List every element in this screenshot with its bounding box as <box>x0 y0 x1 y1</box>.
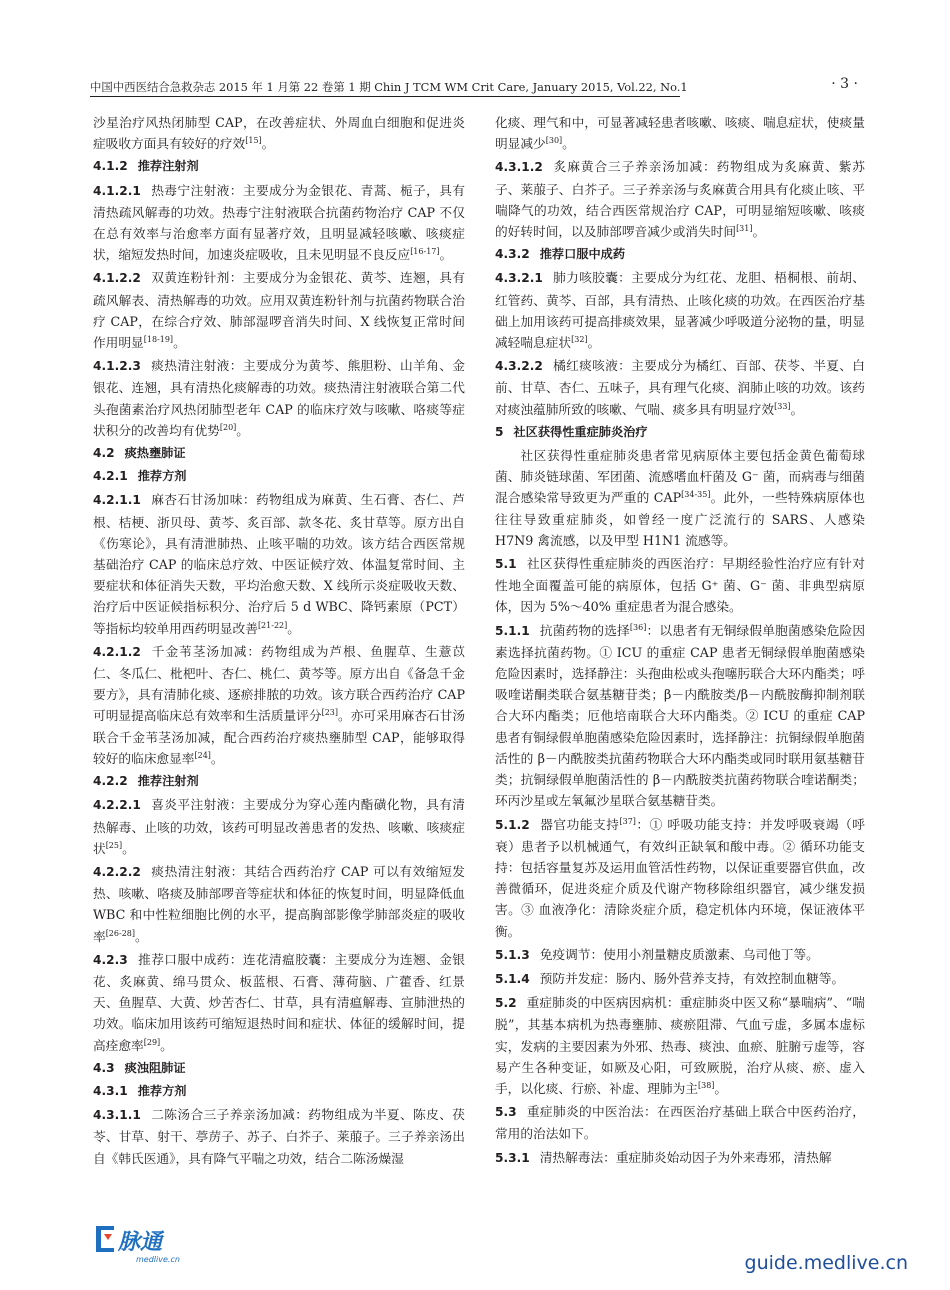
paragraph <box>495 620 865 812</box>
section-heading <box>93 771 465 792</box>
paragraph-text: 。 <box>135 928 148 944</box>
section-number: 4.1.2 <box>93 159 128 174</box>
paragraph-text: 器官功能支持 <box>539 816 620 832</box>
section-number: 4.2.2 <box>93 774 128 789</box>
citation-ref: [24] <box>194 750 211 760</box>
paragraph-text: 双黄连粉针剂：主要成分为金银花、黄芩、连翘，具有疏风解表、清热解毒的功效。应用双黄连粉针剂与抗菌药物联合治疗 CAP，在综合疗效、肺部湿啰音消失时间、X 线恢复正常时间作用明显 <box>93 270 465 351</box>
paragraph <box>93 489 465 638</box>
paragraph <box>93 355 465 441</box>
subsection-number: 5.1.1 <box>495 623 530 638</box>
paragraph-text: 。 <box>714 1080 728 1096</box>
paragraph <box>93 180 465 266</box>
subsection-number: 5.1.4 <box>495 971 530 986</box>
section-heading <box>495 422 865 443</box>
medlive-logo <box>92 1218 202 1266</box>
citation-ref: [21-22] <box>257 620 288 630</box>
paragraph-text: 抗菌药物的选择 <box>539 622 630 638</box>
paragraph-text: 重症肺炎的中医治法：在西医治疗基础上联合中医药治疗，常用的治法如下。 <box>495 1104 865 1142</box>
citation-ref: [31] <box>736 223 753 233</box>
section-heading <box>93 443 465 464</box>
paragraph <box>93 1104 465 1169</box>
citation-ref: [37] <box>619 816 636 826</box>
subsection-number: 4.3.1.1 <box>93 1108 141 1123</box>
citation-ref: [25] <box>105 840 123 850</box>
section-title: 推荐口服中成药 <box>539 247 626 262</box>
subsection-number: 4.1.2.1 <box>93 183 141 198</box>
paragraph-text: 。 <box>587 335 601 351</box>
paragraph <box>495 445 865 551</box>
paragraph <box>495 944 865 966</box>
subsection-number: 4.2.2.2 <box>93 864 141 879</box>
subsection-number: 5.1.3 <box>495 947 530 962</box>
paragraph-text: 。 <box>261 136 275 152</box>
citation-ref: [15] <box>245 135 262 145</box>
section-heading <box>93 1081 465 1102</box>
page-number: · 3 · <box>831 76 858 92</box>
right-column <box>495 112 865 1171</box>
paragraph-text: 沙星治疗风热闭肺型 CAP，在改善症状、外周血白细胞和促进炎症吸收方面具有较好的疗效 <box>93 115 465 152</box>
paragraph-text: 。 <box>236 422 249 438</box>
paragraph <box>495 267 865 353</box>
paragraph-text: 千金苇茎汤加减：药物组成为芦根、鱼腥草、生薏苡仁、冬瓜仁、枇杷叶、杏仁、桃仁、黄芩等。原方出自《备急千金要方》，具有清肺化痰、逐瘀排脓的功效。该方联合西药治疗 CAP 可明显提高临床总有效率和生活质量评分 <box>93 643 465 724</box>
paragraph-text: 重症肺炎的中医病因病机：重症肺炎中医又称“暴喘病”、“喘脱”，其基本病机为热毒壅肺、痰瘀阻滞、气血亏虚，多属本虚标实，发病的主要因素为外邪、热毒、痰浊、血瘀、脏腑亏虚等，容易产生各种变证，如厥及心阳，可致厥脱，治疗从痰、瘀、虚入手，以化痰、行瘀、补虚、理肺为主 <box>495 995 865 1096</box>
left-column <box>93 112 465 1171</box>
watermark-url: guide.medlive.cn <box>744 1252 908 1274</box>
paragraph <box>495 355 865 420</box>
paragraph-text: 。 <box>790 401 804 417</box>
section-heading <box>93 1058 465 1079</box>
subsection-number: 5.1 <box>495 557 517 572</box>
paragraph-text: 。此外，一些特殊病原体也往往导致重症肺炎，如曾经一度广泛流行的 SARS、人感染 H7N9 禽流感，以及甲型 H1N1 流感等。 <box>495 490 865 548</box>
section-heading <box>93 156 465 177</box>
citation-ref: [30] <box>545 135 563 145</box>
subsection-number: 4.1.2.3 <box>93 359 141 374</box>
section-title: 推荐注射剂 <box>137 159 199 174</box>
subsection-number: 4.2.2.1 <box>93 798 141 813</box>
paragraph <box>495 156 865 242</box>
paragraph-text: ：以患者有无铜绿假单胞菌感染危险因素选择抗菌药物。① ICU 的重症 CAP 患者无铜绿假单胞菌感染危险因素时，选择静注：头孢曲松或头孢噻肟联合大环内酯类；呼吸喹诺酮类联合氨基糖苷类；β－内酰胺类/β－内酰胺酶抑制剂联合大环内酯类；厄他培南联合大环内酯类。② ICU 的重症 CAP 患者有铜绿假单胞菌感染危险因素时，选择静注：抗铜绿假单胞菌活性的 β－内酰胺类抗菌药物联合大环内酯类或同时联用氨基糖苷类；抗铜绿假单胞菌活性的 β－内酰胺类抗菌药物联合喹诺酮类；环丙沙星或左氧氟沙星联合氨基糖苷类。 <box>495 622 866 809</box>
paragraph-text: 喜炎平注射液：主要成分为穿心莲内酯磺化物，具有清热解毒、止咳的功效，该药可明显改善患者的发热、咳嗽、咳痰症状 <box>93 797 465 856</box>
paragraph-text: 推荐口服中成药：连花清瘟胶囊：主要成分为连翘、金银花、炙麻黄、绵马贯众、板蓝根、石膏、薄荷脑、广藿香、红景天、鱼腥草、大黄、炒苦杏仁、甘草，具有清瘟解毒、宣肺泄热的功效。临床加用该药可缩短退热时间和症状、体征的缓解时间，提高痊愈率 <box>93 951 465 1053</box>
section-number: 4.3 <box>93 1060 115 1075</box>
paragraph-text: 。 <box>562 136 575 152</box>
subsection-number: 5.1.2 <box>495 817 530 832</box>
paragraph-text: 免疫调节：使用小剂量糖皮质激素、乌司他丁等。 <box>539 946 819 962</box>
section-title: 社区获得性重症肺炎治疗 <box>513 424 648 439</box>
citation-ref: [18-19] <box>143 334 174 344</box>
medlive-logo-icon <box>92 1218 202 1266</box>
section-number: 4.2.1 <box>93 469 128 484</box>
section-number: 4.2 <box>93 446 115 461</box>
paragraph <box>495 968 865 990</box>
paragraph <box>495 112 865 154</box>
citation-ref: [16-17] <box>410 246 440 256</box>
paragraph-text: 。 <box>439 247 453 263</box>
paragraph-text: ：① 呼吸功能支持：并发呼吸衰竭（呼衰）患者予以机械通气，有效纠正缺氧和酸中毒。② 循环功能支持：包括容量复苏及运用血管活性药物，以保证重要器官供血，改善微循环，促进炎症介质及代谢产物移除组织器官，减少继发损害。③ 血液净化：清除炎症介质，稳定机体内环境，保证液体平衡。 <box>495 816 865 939</box>
paragraph-text: 化痰、理气和中，可显著减轻患者咳嗽、咳痰、喘息症状，使痰量明显减少 <box>495 115 865 152</box>
paragraph <box>93 641 465 769</box>
paragraph-text: 炙麻黄合三子养亲汤加减：药物组成为炙麻黄、紫苏子、莱菔子、白芥子。三子养亲汤与炙麻黄合用具有化痰止咳、平喘降气的功效，结合西医常规治疗 CAP，可明显缩短咳嗽、咳痰的好转时间，以及肺部啰音减少或消失时间 <box>495 159 865 240</box>
paragraph <box>93 949 465 1056</box>
section-number: 4.3.2 <box>495 247 530 262</box>
subsection-number: 4.1.2.2 <box>93 271 141 286</box>
citation-ref: [38] <box>698 1080 715 1090</box>
subsection-number: 4.2.1.1 <box>93 493 141 508</box>
citation-ref: [36] <box>629 622 647 632</box>
citation-ref: [34-35] <box>681 490 711 500</box>
paragraph <box>495 992 865 1099</box>
paragraph-text: 二陈汤合三子养亲汤加减：药物组成为半夏、陈皮、茯苓、甘草、射干、葶苈子、苏子、白芥子、莱菔子。三子养亲汤出自《韩氏医通》，具有降气平喘之功效，结合二陈汤燥湿 <box>93 1107 465 1166</box>
subsection-number: 4.2.3 <box>93 952 128 967</box>
section-title: 推荐方剂 <box>137 469 187 484</box>
subsection-number: 5.2 <box>495 996 517 1011</box>
paragraph-text: 热毒宁注射液：主要成分为金银花、青蒿、栀子，具有清热疏风解毒的功效。热毒宁注射液联合抗菌药物治疗 CAP 不仅在总有效率与治愈率方面有显著疗效，且明显减轻咳嗽、咳痰症状，缩短发热时间，加速炎症吸收，且未见明显不良反应 <box>93 182 465 263</box>
journal-citation: 中国中西医结合急救杂志 2015 年 1 月第 22 卷第 1 期 Chin J TCM WM Crit Care, January 2015, Vol.22, No.1 <box>90 80 688 94</box>
section-title: 痰浊阻肺证 <box>124 1060 186 1075</box>
paragraph <box>93 794 465 859</box>
paragraph-text: 痰热清注射液：主要成分为黄芩、熊胆粉、山羊角、金银花、连翘，具有清热化痰解毒的功效。痰热清注射液联合第二代头孢菌素治疗风热闭肺型老年 CAP 的临床疗效与咳嗽、咯痰等症状积分的改善均有优势 <box>93 358 465 438</box>
header-rule <box>90 96 680 97</box>
paragraph-text: 清热解毒法：重症肺炎始动因子为外来毒邪，清热解 <box>539 1149 832 1165</box>
paragraph-text: 社区获得性重症肺炎患者常见病原体主要包括金黄色葡萄球菌、肺炎链球菌、军团菌、流感嗜血杆菌及 G⁻ 菌，而病毒与细菌混合感染常导致更为严重的 CAP <box>495 448 865 506</box>
paragraph <box>495 814 865 942</box>
subsection-number: 5.3.1 <box>495 1150 530 1165</box>
svg-text:medlive.cn: medlive.cn <box>136 1255 180 1264</box>
paragraph-text: 。 <box>752 224 766 240</box>
citation-ref: [20] <box>219 422 237 432</box>
section-title: 推荐注射剂 <box>137 774 199 789</box>
citation-ref: [32] <box>571 334 588 344</box>
svg-text:脉通: 脉通 <box>118 1230 163 1255</box>
section-heading <box>495 244 865 265</box>
paragraph-text: 。 <box>287 620 300 636</box>
paragraph <box>495 1101 865 1144</box>
section-number: 4.3.1 <box>93 1083 128 1098</box>
paragraph <box>93 267 465 353</box>
subsection-number: 5.3 <box>495 1105 517 1120</box>
paragraph <box>93 112 465 154</box>
citation-ref: [23] <box>321 708 339 718</box>
section-heading <box>93 466 465 487</box>
section-title: 痰热壅肺证 <box>124 446 186 461</box>
paragraph <box>495 1147 865 1169</box>
subsection-number: 4.2.1.2 <box>93 644 141 659</box>
subsection-number: 4.3.2.1 <box>495 271 543 286</box>
paragraph-text: 橘红痰咳液：主要成分为橘红、百部、茯苓、半夏、白前、甘草、杏仁、五味子，具有理气化痰、润肺止咳的功效。该药对痰浊蕴肺所致的咳嗽、气喘、痰多具有明显疗效 <box>495 358 865 417</box>
paragraph-text: 麻杏石甘汤加味：药物组成为麻黄、生石膏、杏仁、芦根、桔梗、浙贝母、黄芩、炙百部、款冬花、炙甘草等。原方出自《伤寒论》，具有清泄肺热、止咳平喘的功效。该方结合西医常规基础治疗 CAP 的临床总疗效、中医证候疗效、体温复常时间、主要症状和体征消失天数，平均治愈天数、X 线所示炎症吸收天数、治疗后中医证候指标积分、治疗后 5 d WBC、降钙素原（PCT）等指标均较单用西药明显改善 <box>93 492 465 636</box>
subsection-number: 4.3.1.2 <box>495 160 543 175</box>
running-header <box>90 76 858 98</box>
paragraph-text: 肺力咳胶囊：主要成分为红花、龙胆、梧桐根、前胡、红管药、黄芩、百部，具有清热、止咳化痰的功效。在西医治疗基础上加用该药可提高排痰效果，显著减少呼吸道分泌物的量，明显减轻喘息症状 <box>495 270 865 351</box>
paragraph-text: 。 <box>160 1037 173 1053</box>
paragraph-text: 。 <box>122 840 135 856</box>
paragraph-text: 。亦可采用麻杏石甘汤联合千金苇茎汤加减，配合西药治疗痰热壅肺型 CAP，能够取得较好的临床愈显率 <box>93 708 466 766</box>
paragraph-text: 社区获得性重症肺炎的西医治疗：早期经验性治疗应有针对性地全面覆盖可能的病原体，包括 G⁺ 菌、G⁻ 菌、非典型病原体，因为 5%～40% 重症患者为混合感染。 <box>495 556 865 615</box>
subsection-number: 4.3.2.2 <box>495 359 543 374</box>
citation-ref: [29] <box>143 1037 161 1047</box>
citation-ref: [26-28] <box>105 928 135 938</box>
section-number: 5 <box>495 424 504 439</box>
paragraph <box>93 861 465 947</box>
paragraph-text: 。 <box>173 335 186 351</box>
paragraph-text: 。 <box>210 750 224 766</box>
section-title: 推荐方剂 <box>137 1083 187 1098</box>
paragraph-text: 痰热清注射液：其结合西药治疗 CAP 可以有效缩短发热、咳嗽、咯痰及肺部啰音等症状和体征的恢复时间，明显降低血 WBC 和中性粒细胞比例的水平，提高胸部影像学肺部炎症的吸收率 <box>93 863 465 944</box>
paragraph-text: 预防并发症：肠内、肠外营养支持，有效控制血糖等。 <box>539 970 845 986</box>
citation-ref: [33] <box>774 401 791 411</box>
paragraph <box>495 553 865 618</box>
